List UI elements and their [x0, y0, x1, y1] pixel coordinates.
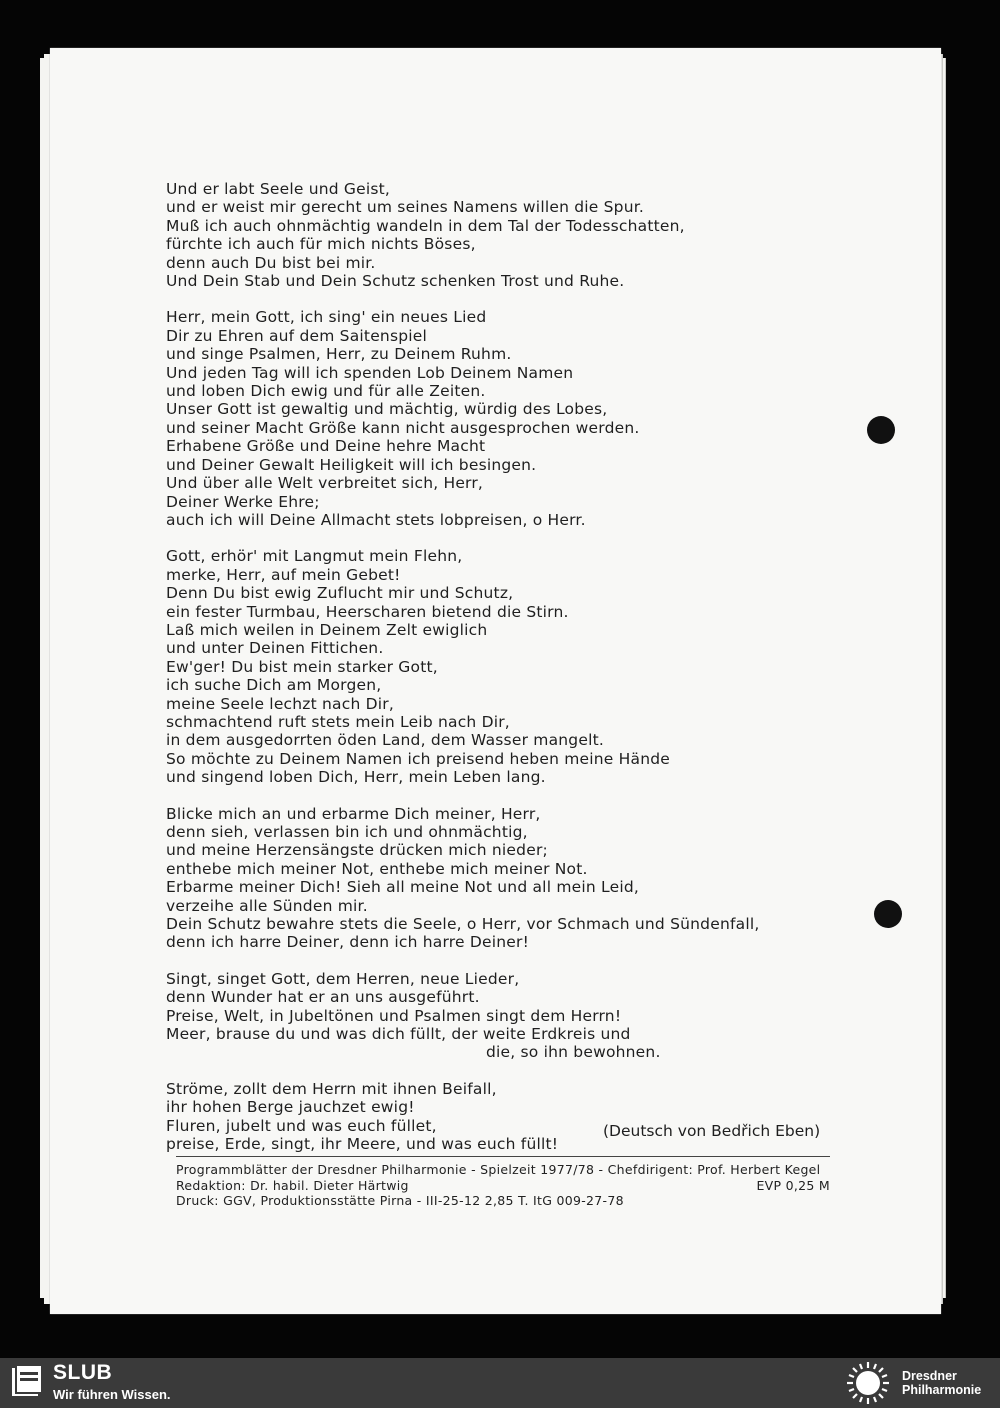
poem-line: Dein Schutz bewahre stets die Seele, o Herr, vor Schmach und Sündenfall,: [166, 915, 760, 934]
stanza: [166, 1080, 846, 1154]
poem-line: Und über alle Welt verbreitet sich, Herr,: [166, 474, 484, 493]
poem-line: Muß ich auch ohnmächtig wandeln in dem Tal der Todesschatten,: [166, 216, 685, 235]
poem-line: in dem ausgedorrten öden Land, dem Wasser mangelt.: [166, 731, 604, 750]
poem-line: und Deiner Gewalt Heiligkeit will ich besingen.: [166, 455, 537, 474]
poem-line: Herr, mein Gott, ich sing' ein neues Lied: [166, 308, 487, 327]
poem-line: Und Dein Stab und Dein Schutz schenken Trost und Ruhe.: [166, 272, 625, 291]
poem-line: preise, Erde, singt, ihr Meere, und was euch füllt!: [166, 1135, 559, 1154]
poem-line: auch ich will Deine Allmacht stets lobpreisen, o Herr.: [166, 510, 586, 529]
poem-line: Laß mich weilen in Deinem Zelt ewiglich: [166, 620, 488, 639]
viewer-footer-bar: [0, 1358, 1000, 1408]
poem-line: enthebe mich meiner Not, enthebe mich meiner Not.: [166, 859, 588, 878]
colophon-publication: Programmblätter der Dresdner Philharmonie - Spielzeit 1977/78 - Chefdirigent: Prof. Herbert Kegel: [176, 1162, 821, 1177]
slub-logo-icon[interactable]: [10, 1364, 44, 1398]
poem-line: denn sieh, verlassen bin ich und ohnmächtig,: [166, 823, 528, 841]
colophon-printer: Druck: GGV, Produktionsstätte Pirna - III-25-12 2,85 T. ItG 009-27-78: [176, 1193, 624, 1208]
poem-line: und loben Dich ewig und für alle Zeiten.: [166, 382, 486, 401]
poem-line: Dir zu Ehren auf dem Saitenspiel: [166, 326, 428, 345]
poem-line: schmachtend ruft stets mein Leib nach Dir,: [166, 712, 510, 731]
poem-line: denn ich harre Deiner, denn ich harre Deiner!: [166, 933, 529, 952]
punch-hole: [874, 900, 902, 928]
footer-divider: [176, 1156, 830, 1157]
poem-line: denn Wunder hat er an uns ausgeführt.: [166, 988, 480, 1007]
poem-line: und seiner Macht Größe kann nicht ausgesprochen werden.: [166, 418, 640, 437]
colophon-line-1: [176, 1162, 830, 1178]
poem-line: Singt, singet Gott, dem Herren, neue Lieder,: [166, 969, 520, 988]
poem-line: Gott, erhör' mit Langmut mein Flehn,: [166, 547, 463, 566]
poem-line: ich suche Dich am Morgen,: [166, 676, 382, 695]
poem-line: und singe Psalmen, Herr, zu Deinem Ruhm.: [166, 345, 512, 364]
colophon: [176, 1162, 830, 1209]
slub-tagline: Wir führen Wissen.: [53, 1387, 171, 1402]
poem-line: verzeihe alle Sünden mir.: [166, 896, 368, 915]
poem-line: Fluren, jubelt und was euch füllet,: [166, 1116, 437, 1135]
stanza: [166, 805, 846, 952]
poem-line: merke, Herr, auf mein Gebet!: [166, 565, 401, 584]
stanza: [166, 970, 846, 1062]
poem-line: ein fester Turmbau, Heerscharen bietend die Stirn.: [166, 602, 569, 621]
partner-name-line-2: Philharmonie: [902, 1383, 982, 1397]
slub-name[interactable]: SLUB: [53, 1361, 113, 1384]
stanza: [166, 547, 846, 786]
poem-line: So möchte zu Deinem Namen ich preisend heben meine Hände: [166, 749, 671, 768]
document-page: [50, 48, 941, 1314]
poem-line: fürchte ich auch für mich nichts Böses,: [166, 235, 476, 254]
poem-line: Erhabene Größe und Deine hehre Macht: [166, 437, 486, 456]
poem-text: [166, 180, 846, 1172]
colophon-line-3: [176, 1193, 830, 1209]
poem-line: und er weist mir gerecht um seines Namens willen die Spur.: [166, 198, 644, 217]
translator-credit: (Deutsch von Bedřich Eben): [603, 1122, 821, 1140]
punch-hole: [867, 416, 895, 444]
partner-name: [902, 1369, 981, 1397]
poem-line: und unter Deinen Fittichen.: [166, 639, 384, 658]
poem-line: denn auch Du bist bei mir.: [166, 253, 376, 272]
colophon-editor: Redaktion: Dr. habil. Dieter Härtwig: [176, 1177, 409, 1193]
poem-line: die, so ihn bewohnen.: [486, 1043, 661, 1062]
poem-line: Und jeden Tag will ich spenden Lob Deinem Namen: [166, 363, 574, 382]
colophon-price: EVP 0,25 M: [756, 1177, 830, 1193]
poem-line: Und er labt Seele und Geist,: [166, 180, 391, 198]
poem-line: Ew'ger! Du bist mein starker Gott,: [166, 657, 438, 676]
poem-line: Erbarme meiner Dich! Sieh all meine Not und all mein Leid,: [166, 878, 639, 897]
stanza: [166, 180, 846, 290]
colophon-line-2: [176, 1178, 830, 1194]
partner-name-line-1: Dresdner: [902, 1369, 957, 1383]
poem-line: Ströme, zollt dem Herrn mit ihnen Beifall,: [166, 1079, 497, 1098]
poem-line: meine Seele lechzt nach Dir,: [166, 694, 394, 713]
stanza: [166, 308, 846, 529]
poem-line: Deiner Werke Ehre;: [166, 492, 320, 511]
poem-line: Meer, brause du und was dich füllt, der weite Erdkreis und: [166, 1025, 631, 1044]
poem-line: Unser Gott ist gewaltig und mächtig, würdig des Lobes,: [166, 400, 608, 419]
poem-line: Blicke mich an und erbarme Dich meiner, Herr,: [166, 804, 541, 823]
poem-line: Denn Du bist ewig Zuflucht mir und Schutz,: [166, 584, 514, 603]
poem-line: Preise, Welt, in Jubeltönen und Psalmen singt dem Herrn!: [166, 1006, 622, 1025]
poem-line: und meine Herzensängste drücken mich nieder;: [166, 841, 548, 860]
dresdner-philharmonie-logo-icon[interactable]: [840, 1360, 896, 1406]
poem-line: und singend loben Dich, Herr, mein Leben lang.: [166, 768, 546, 787]
poem-line: ihr hohen Berge jauchzet ewig!: [166, 1098, 415, 1117]
